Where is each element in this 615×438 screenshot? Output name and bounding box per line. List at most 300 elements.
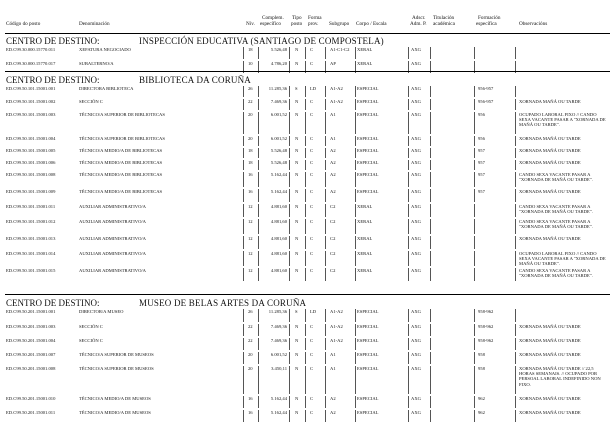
- row-formacion: 957: [478, 172, 485, 177]
- column-divider: [325, 148, 326, 158]
- section-label: CENTRO DE DESTINO:: [6, 298, 100, 308]
- column-divider: [305, 366, 306, 394]
- row-denominacion: TÉCNICO/A MEDIO/A DE BIBLIOTECAS: [79, 148, 163, 153]
- column-divider: [355, 172, 356, 187]
- row-corpo: ESPECIAL: [357, 99, 379, 104]
- column-divider: [258, 366, 259, 394]
- column-divider: [325, 309, 326, 322]
- column-divider: [243, 148, 244, 158]
- table-row: [0, 148, 615, 160]
- table-row: [0, 366, 615, 396]
- row-formacion: 962: [478, 396, 485, 401]
- header-formacion-2: específica: [476, 21, 497, 27]
- column-divider: [408, 268, 409, 281]
- column-divider: [515, 309, 516, 322]
- column-divider: [355, 136, 356, 146]
- column-divider: [258, 172, 259, 187]
- row-code: ED.C99.50.201.15001.011: [6, 410, 56, 415]
- row-subgrupo: A1: [330, 112, 336, 117]
- column-divider: [289, 112, 290, 134]
- row-denominacion: TÉCNICO/A MEDIO/A DE BIBLIOTECAS: [79, 172, 163, 177]
- row-observacions: OCUPADO LABORAL FIXO // CANDO SEXA VACANTE PASAR A "XORNADA DE MAÑÁ OU TARDE".: [519, 251, 606, 267]
- row-observacions: XORNADA MAÑÁ OU TARDE: [519, 99, 581, 104]
- column-divider: [430, 172, 431, 187]
- section-label: CENTRO DE DESTINO:: [6, 36, 100, 46]
- row-adscricion: AXG: [411, 309, 421, 314]
- column-divider: [355, 236, 356, 249]
- column-divider: [408, 136, 409, 146]
- row-adscricion: AXG: [411, 366, 421, 371]
- column-divider: [325, 352, 326, 364]
- row-denominacion: TÉCNICO/A MEDIO/A DE MUSEOS: [79, 410, 151, 415]
- row-adscricion: AXG: [411, 172, 421, 177]
- row-corpo: ESPECIAL: [357, 366, 379, 371]
- table-row: [0, 61, 615, 75]
- column-divider: [408, 99, 409, 110]
- row-forma: C: [310, 410, 314, 415]
- row-formacion: 962: [478, 410, 485, 415]
- column-divider: [408, 189, 409, 202]
- row-subgrupo: C2: [330, 236, 336, 241]
- header-titulacion-2: académica: [433, 21, 455, 27]
- column-divider: [258, 396, 259, 408]
- row-code: ED.C99.50.101.15001.004: [6, 136, 56, 141]
- row-subgrupo: A1-C1-C2: [330, 47, 350, 52]
- column-divider: [408, 172, 409, 187]
- row-corpo: ESPECIAL: [357, 396, 379, 401]
- row-subgrupo: A1-A2: [330, 99, 343, 104]
- row-denominacion: XEFATURA NEGOCIADO: [79, 47, 131, 52]
- column-divider: [289, 160, 290, 170]
- row-forma: C: [310, 189, 314, 194]
- row-adscricion: AXG: [411, 204, 421, 209]
- row-formacion: 956: [478, 136, 485, 141]
- row-tipo: N: [295, 268, 299, 273]
- column-divider: [430, 251, 431, 266]
- column-divider: [474, 352, 475, 364]
- column-divider: [305, 324, 306, 336]
- column-divider: [474, 268, 475, 281]
- column-divider: [474, 148, 475, 158]
- column-divider: [325, 396, 326, 408]
- header-rule: [5, 33, 610, 34]
- column-divider: [289, 251, 290, 266]
- column-divider: [243, 338, 244, 350]
- column-divider: [515, 396, 516, 408]
- header-adscr-1: Adscr.: [412, 15, 426, 21]
- row-forma: C: [310, 172, 314, 177]
- row-code: ED.C99.50.101.15001.011: [6, 204, 56, 209]
- row-subgrupo: A1: [330, 352, 336, 357]
- table-row: [0, 236, 615, 251]
- row-subgrupo: A2: [330, 410, 336, 415]
- row-observacions: CANDO SEXA VACANTE PASAR A "XORNADA DE MAÑÁ OU TARDE".: [519, 219, 593, 230]
- column-divider: [258, 410, 259, 422]
- column-divider: [243, 112, 244, 134]
- column-divider: [243, 268, 244, 281]
- column-divider: [474, 204, 475, 217]
- row-observacions: XORNADA MAÑÁ OU TARDE: [519, 160, 581, 165]
- row-formacion: 958: [478, 352, 485, 357]
- row-observacions: OCUPADO LABORAL FIXO // CANDO SEXA VACANTE PASAR A "XORNADA DE MAÑÁ OU TARDE".: [519, 112, 606, 128]
- row-forma: C: [310, 219, 314, 224]
- column-divider: [474, 160, 475, 170]
- header-tipo-1: Tipo: [292, 15, 302, 21]
- column-divider: [325, 99, 326, 110]
- row-adscricion: AXG: [411, 396, 421, 401]
- row-denominacion: TÉCNICO/A MEDIO/A DE MUSEOS: [79, 396, 151, 401]
- row-observacions: XORNADA MAÑÁ OU TARDE: [519, 338, 581, 343]
- column-divider: [408, 309, 409, 322]
- column-divider: [325, 136, 326, 146]
- column-divider: [258, 112, 259, 134]
- header-complem-2: específico: [260, 21, 282, 27]
- header-formacion-1: Formación: [478, 15, 501, 21]
- row-corpo: XERAL: [357, 251, 373, 256]
- column-divider: [515, 410, 516, 422]
- row-corpo: ESPECIAL: [357, 189, 379, 194]
- row-nivel: 18: [248, 148, 253, 153]
- column-divider: [408, 204, 409, 217]
- row-complemento: 4.881,60: [270, 236, 287, 241]
- column-divider: [355, 338, 356, 350]
- column-divider: [305, 99, 306, 110]
- column-divider: [355, 410, 356, 422]
- column-divider: [325, 366, 326, 394]
- column-divider: [355, 352, 356, 364]
- column-divider: [258, 324, 259, 336]
- column-divider: [258, 47, 259, 59]
- row-denominacion: AUXILIAR ADMINISTRATIVO/A: [79, 236, 146, 241]
- row-adscricion: AXG: [411, 251, 421, 256]
- row-code: ED.C99.30.000.15770.011: [6, 47, 56, 52]
- table-row: [0, 204, 615, 219]
- column-divider: [305, 352, 306, 364]
- column-divider: [305, 160, 306, 170]
- column-divider: [515, 148, 516, 158]
- column-divider: [289, 47, 290, 59]
- column-divider: [243, 352, 244, 364]
- column-divider: [474, 338, 475, 350]
- header-corpo: Corpo / Escala: [356, 21, 387, 27]
- row-code: ED.C99.50.101.15001.009: [6, 189, 56, 194]
- row-nivel: 16: [248, 189, 253, 194]
- column-divider: [355, 396, 356, 408]
- column-divider: [515, 86, 516, 97]
- row-tipo: N: [295, 352, 299, 357]
- row-tipo: N: [295, 112, 299, 117]
- row-subgrupo: A1-A2: [330, 309, 343, 314]
- row-code: ED.C99.50.101.15001.008: [6, 172, 56, 177]
- row-formacion: 957: [478, 160, 485, 165]
- table-row: [0, 189, 615, 204]
- column-divider: [430, 99, 431, 110]
- section-label: CENTRO DE DESTINO:: [6, 75, 100, 85]
- column-divider: [515, 219, 516, 234]
- column-divider: [325, 172, 326, 187]
- header-denominacion: Denominación: [79, 21, 110, 27]
- column-divider: [243, 160, 244, 170]
- row-code: ED.C99.50.201.15001.004: [6, 338, 56, 343]
- row-denominacion: AUXILIAR ADMINISTRATIVO/A: [79, 219, 146, 224]
- column-divider: [325, 236, 326, 249]
- column-divider: [289, 324, 290, 336]
- column-divider: [258, 99, 259, 110]
- row-observacions: XORNADA MAÑÁ OU TARDE: [519, 396, 581, 401]
- row-forma: C: [310, 47, 314, 52]
- table-row: [0, 338, 615, 352]
- row-forma: C: [310, 366, 314, 371]
- row-complemento: 5.162,44: [270, 410, 287, 415]
- row-tipo: N: [295, 47, 299, 52]
- row-denominacion: DIRECTOR/A MUSEO: [79, 309, 124, 314]
- row-complemento: 7.469,36: [270, 99, 287, 104]
- row-formacion: 956-957: [478, 86, 494, 91]
- row-nivel: 22: [248, 99, 253, 104]
- row-nivel: 20: [248, 112, 253, 117]
- column-divider: [515, 136, 516, 146]
- column-divider: [355, 112, 356, 134]
- row-complemento: 5.526,48: [270, 47, 287, 52]
- row-nivel: 22: [248, 324, 253, 329]
- table-row: [0, 396, 615, 410]
- column-divider: [430, 136, 431, 146]
- row-adscricion: AXG: [411, 352, 421, 357]
- table-row: [0, 219, 615, 236]
- column-divider: [474, 366, 475, 394]
- column-divider: [474, 396, 475, 408]
- column-divider: [355, 86, 356, 97]
- row-code: ED.C99.50.101.15001.002: [6, 99, 56, 104]
- row-subgrupo: A2: [330, 160, 336, 165]
- column-divider: [258, 204, 259, 217]
- table-row: [0, 99, 615, 112]
- column-divider: [430, 352, 431, 364]
- column-divider: [355, 160, 356, 170]
- header-subgrupo: Subgrupo: [329, 21, 350, 27]
- table-row: [0, 136, 615, 148]
- column-divider: [515, 366, 516, 394]
- row-code: ED.C99.50.101.15001.005: [6, 148, 56, 153]
- row-complemento: 6.001,52: [270, 136, 287, 141]
- row-forma: C: [310, 204, 314, 209]
- column-divider: [408, 410, 409, 422]
- row-forma: C: [310, 160, 314, 165]
- column-divider: [289, 86, 290, 97]
- row-tipo: N: [295, 99, 299, 104]
- row-tipo: N: [295, 172, 299, 177]
- row-subgrupo: A2: [330, 396, 336, 401]
- row-corpo: XERAL: [357, 268, 373, 273]
- row-observacions: CANDO SEXA VACANTE PASAR A "XORNADA DE MAÑÁ OU TARDE".: [519, 172, 593, 183]
- column-divider: [355, 268, 356, 281]
- column-divider: [408, 219, 409, 234]
- column-divider: [258, 352, 259, 364]
- row-complemento: 4.881,60: [270, 268, 287, 273]
- column-divider: [474, 410, 475, 422]
- row-nivel: 12: [248, 219, 253, 224]
- column-divider: [243, 204, 244, 217]
- table-row: [0, 352, 615, 366]
- column-divider: [474, 236, 475, 249]
- column-divider: [474, 189, 475, 202]
- column-divider: [515, 338, 516, 350]
- column-divider: [408, 251, 409, 266]
- column-divider: [430, 47, 431, 59]
- column-divider: [258, 160, 259, 170]
- row-corpo: ESPECIAL: [357, 160, 379, 165]
- row-tipo: N: [295, 160, 299, 165]
- column-divider: [474, 172, 475, 187]
- column-divider: [289, 172, 290, 187]
- row-observacions: XORNADA MAÑÁ OU TARDE: [519, 148, 581, 153]
- row-code: ED.C99.50.101.15001.001: [6, 86, 56, 91]
- row-complemento: 5.526,48: [270, 148, 287, 153]
- column-divider: [408, 396, 409, 408]
- row-code: ED.C99.50.201.15001.008: [6, 366, 56, 371]
- row-nivel: 12: [248, 204, 253, 209]
- column-divider: [258, 251, 259, 266]
- row-complemento: 5.526,48: [270, 160, 287, 165]
- column-divider: [355, 47, 356, 59]
- column-divider: [408, 148, 409, 158]
- row-formacion: 957: [478, 189, 485, 194]
- column-divider: [325, 204, 326, 217]
- column-divider: [355, 309, 356, 322]
- section-name: MUSEO DE BELAS ARTES DA CORUÑA: [139, 298, 307, 308]
- row-code: ED.C99.50.101.15001.006: [6, 160, 56, 165]
- column-divider: [305, 410, 306, 422]
- column-divider: [515, 112, 516, 134]
- row-nivel: 12: [248, 251, 253, 256]
- row-tipo: N: [295, 338, 299, 343]
- row-subgrupo: A1-A2: [330, 338, 343, 343]
- row-denominacion: TÉCNICO/A MEDIO/A DE BIBLIOTECAS: [79, 160, 163, 165]
- row-adscricion: AXG: [411, 236, 421, 241]
- column-divider: [355, 148, 356, 158]
- column-divider: [305, 86, 306, 97]
- row-formacion: 958: [478, 366, 485, 371]
- column-divider: [430, 410, 431, 422]
- row-denominacion: TÉCNICO/A SUPERIOR DE MUSEOS: [79, 366, 154, 371]
- column-divider: [243, 366, 244, 394]
- row-subgrupo: C2: [330, 219, 336, 224]
- column-divider: [355, 204, 356, 217]
- row-nivel: 12: [248, 268, 253, 273]
- column-divider: [474, 99, 475, 110]
- row-adscricion: AXG: [411, 268, 421, 273]
- column-divider: [258, 136, 259, 146]
- column-divider: [325, 268, 326, 281]
- column-divider: [289, 268, 290, 281]
- row-observacions: CANDO SEXA VACANTE PASAR A "XORNADA DE MAÑÁ OU TARDE".: [519, 204, 593, 215]
- column-divider: [430, 366, 431, 394]
- column-divider: [305, 219, 306, 234]
- column-divider: [430, 148, 431, 158]
- table-row: [0, 268, 615, 283]
- row-subgrupo: A1: [330, 366, 336, 371]
- column-divider: [289, 136, 290, 146]
- column-divider: [325, 160, 326, 170]
- row-corpo: ESPECIAL: [357, 338, 379, 343]
- column-divider: [515, 204, 516, 217]
- row-adscricion: AXG: [411, 148, 421, 153]
- row-subgrupo: A1: [330, 136, 336, 141]
- column-divider: [258, 189, 259, 202]
- column-divider: [289, 366, 290, 394]
- column-divider: [408, 236, 409, 249]
- column-divider: [325, 86, 326, 97]
- row-subgrupo: A2: [330, 189, 336, 194]
- column-divider: [515, 189, 516, 202]
- row-complemento: 4.881,60: [270, 251, 287, 256]
- column-divider: [325, 324, 326, 336]
- column-divider: [515, 172, 516, 187]
- row-denominacion: DIRECTORA BIBLIOTECA: [79, 86, 134, 91]
- row-nivel: 26: [248, 86, 253, 91]
- row-observacions: XORNADA MAÑÁ OU TARDE: [519, 410, 581, 415]
- column-divider: [305, 251, 306, 266]
- column-divider: [305, 47, 306, 59]
- column-divider: [325, 47, 326, 59]
- column-divider: [474, 112, 475, 134]
- column-divider: [474, 47, 475, 59]
- column-divider: [408, 338, 409, 350]
- table-row: [0, 410, 615, 424]
- row-complemento: 5.162,44: [270, 189, 287, 194]
- row-formacion: 956: [478, 112, 485, 117]
- row-subgrupo: A1-A2: [330, 86, 343, 91]
- table-row: [0, 324, 615, 338]
- row-denominacion: AUXILIAR ADMINISTRATIVO/A: [79, 251, 146, 256]
- row-nivel: 16: [248, 396, 253, 401]
- row-observacions: XORNADA MAÑÁ OU TARDE: [519, 324, 581, 329]
- column-divider: [243, 99, 244, 110]
- row-adscricion: AXG: [411, 136, 421, 141]
- column-divider: [515, 160, 516, 170]
- column-divider: [515, 352, 516, 364]
- table-row: [0, 309, 615, 324]
- column-divider: [243, 396, 244, 408]
- row-formacion: 958-962: [478, 324, 494, 329]
- column-divider: [289, 352, 290, 364]
- column-divider: [355, 251, 356, 266]
- row-corpo: ESPECIAL: [357, 112, 379, 117]
- row-nivel: 16: [248, 172, 253, 177]
- column-divider: [243, 251, 244, 266]
- column-divider: [408, 112, 409, 134]
- row-nivel: 16: [248, 410, 253, 415]
- header-nivel: Nív.: [246, 21, 255, 27]
- row-code: ED.C99.50.201.15001.001: [6, 309, 56, 314]
- row-tipo: N: [295, 148, 299, 153]
- column-divider: [430, 338, 431, 350]
- row-corpo: XERAL: [357, 236, 373, 241]
- row-corpo: ESPECIAL: [357, 86, 379, 91]
- section-name: BIBLIOTECA DA CORUÑA: [139, 75, 252, 85]
- row-corpo: ESPECIAL: [357, 309, 379, 314]
- row-forma: C: [310, 324, 314, 329]
- section-rule: [5, 294, 610, 295]
- row-denominacion: TÉCNICO/A SUPERIOR DE BIBLIOTECAS: [79, 112, 165, 117]
- column-divider: [305, 112, 306, 134]
- column-divider: [258, 219, 259, 234]
- column-divider: [289, 396, 290, 408]
- section-name: INSPECCIÓN EDUCATIVA (SANTIAGO DE COMPOSTELA): [139, 36, 384, 46]
- row-forma: C: [310, 99, 314, 104]
- column-divider: [408, 160, 409, 170]
- column-divider: [430, 86, 431, 97]
